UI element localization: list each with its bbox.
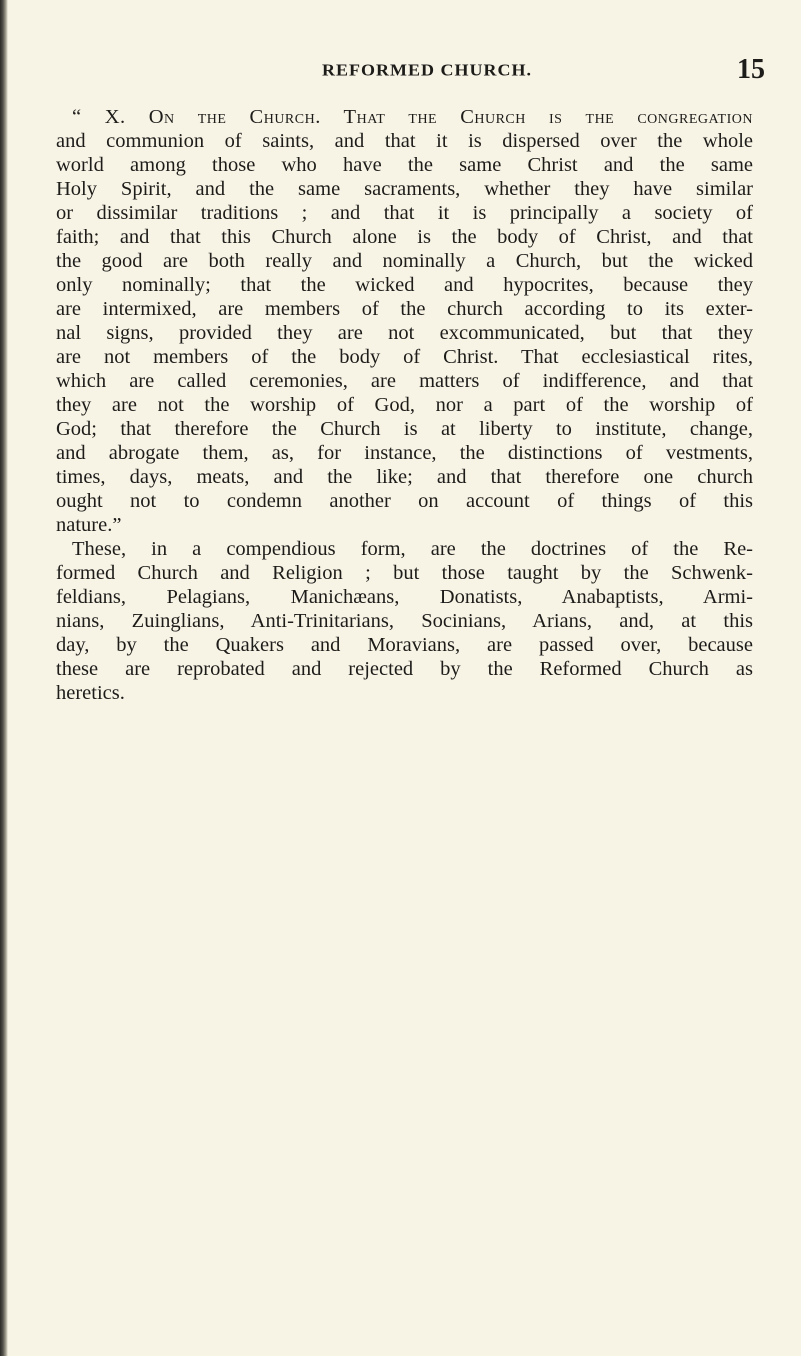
text-line: only nominally; that the wicked and hypocrites, because they [56,274,753,296]
text-line: and abrogate them, as, for instance, the distinctions of vestments, [56,442,753,464]
text-line: are intermixed, are members of the church according to its exter- [56,298,753,320]
page-number: 15 [737,54,765,85]
text-line: nature.” [56,514,122,536]
text-line: times, days, meats, and the like; and that therefore one church [56,466,753,488]
text-line: are not members of the body of Christ. That ecclesiastical rites, [56,346,753,368]
text-line: nal signs, provided they are not excommunicated, but that they [56,322,753,344]
book-binding-edge [0,0,8,1356]
text-line: faith; and that this Church alone is the body of Christ, and that [56,226,753,248]
text-line: world among those who have the same Christ and the same [56,154,753,176]
text-line: these are reprobated and rejected by the Reformed Church as [56,658,753,680]
text-line: day, by the Quakers and Moravians, are passed over, because [56,634,753,656]
text-line: Holy Spirit, and the same sacraments, whether they have similar [56,178,753,200]
text-line: nians, Zuinglians, Anti-Trinitarians, Socinians, Arians, and, at this [56,610,753,632]
text-line: or dissimilar traditions ; and that it is principally a society of [56,202,753,224]
text-line: God; that therefore the Church is at liberty to institute, change, [56,418,753,440]
running-title: REFORMED CHURCH. [322,60,532,80]
body-text [56,105,753,705]
running-header [0,54,801,90]
text-line: heretics. [56,682,125,704]
text-line: “ X. On the Church. That the Church is the congregation [72,106,753,128]
text-line: feldians, Pelagians, Manichæans, Donatists, Anabaptists, Armi- [56,586,753,608]
text-line: ought not to condemn another on account of things of this [56,490,753,512]
text-line: the good are both really and nominally a Church, but the wicked [56,250,753,272]
text-line: which are called ceremonies, are matters of indifference, and that [56,370,753,392]
text-line: and communion of saints, and that it is dispersed over the whole [56,130,753,152]
text-line: formed Church and Religion ; but those taught by the Schwenk- [56,562,753,584]
text-line: they are not the worship of God, nor a part of the worship of [56,394,753,416]
text-line: These, in a compendious form, are the doctrines of the Re- [72,538,753,560]
